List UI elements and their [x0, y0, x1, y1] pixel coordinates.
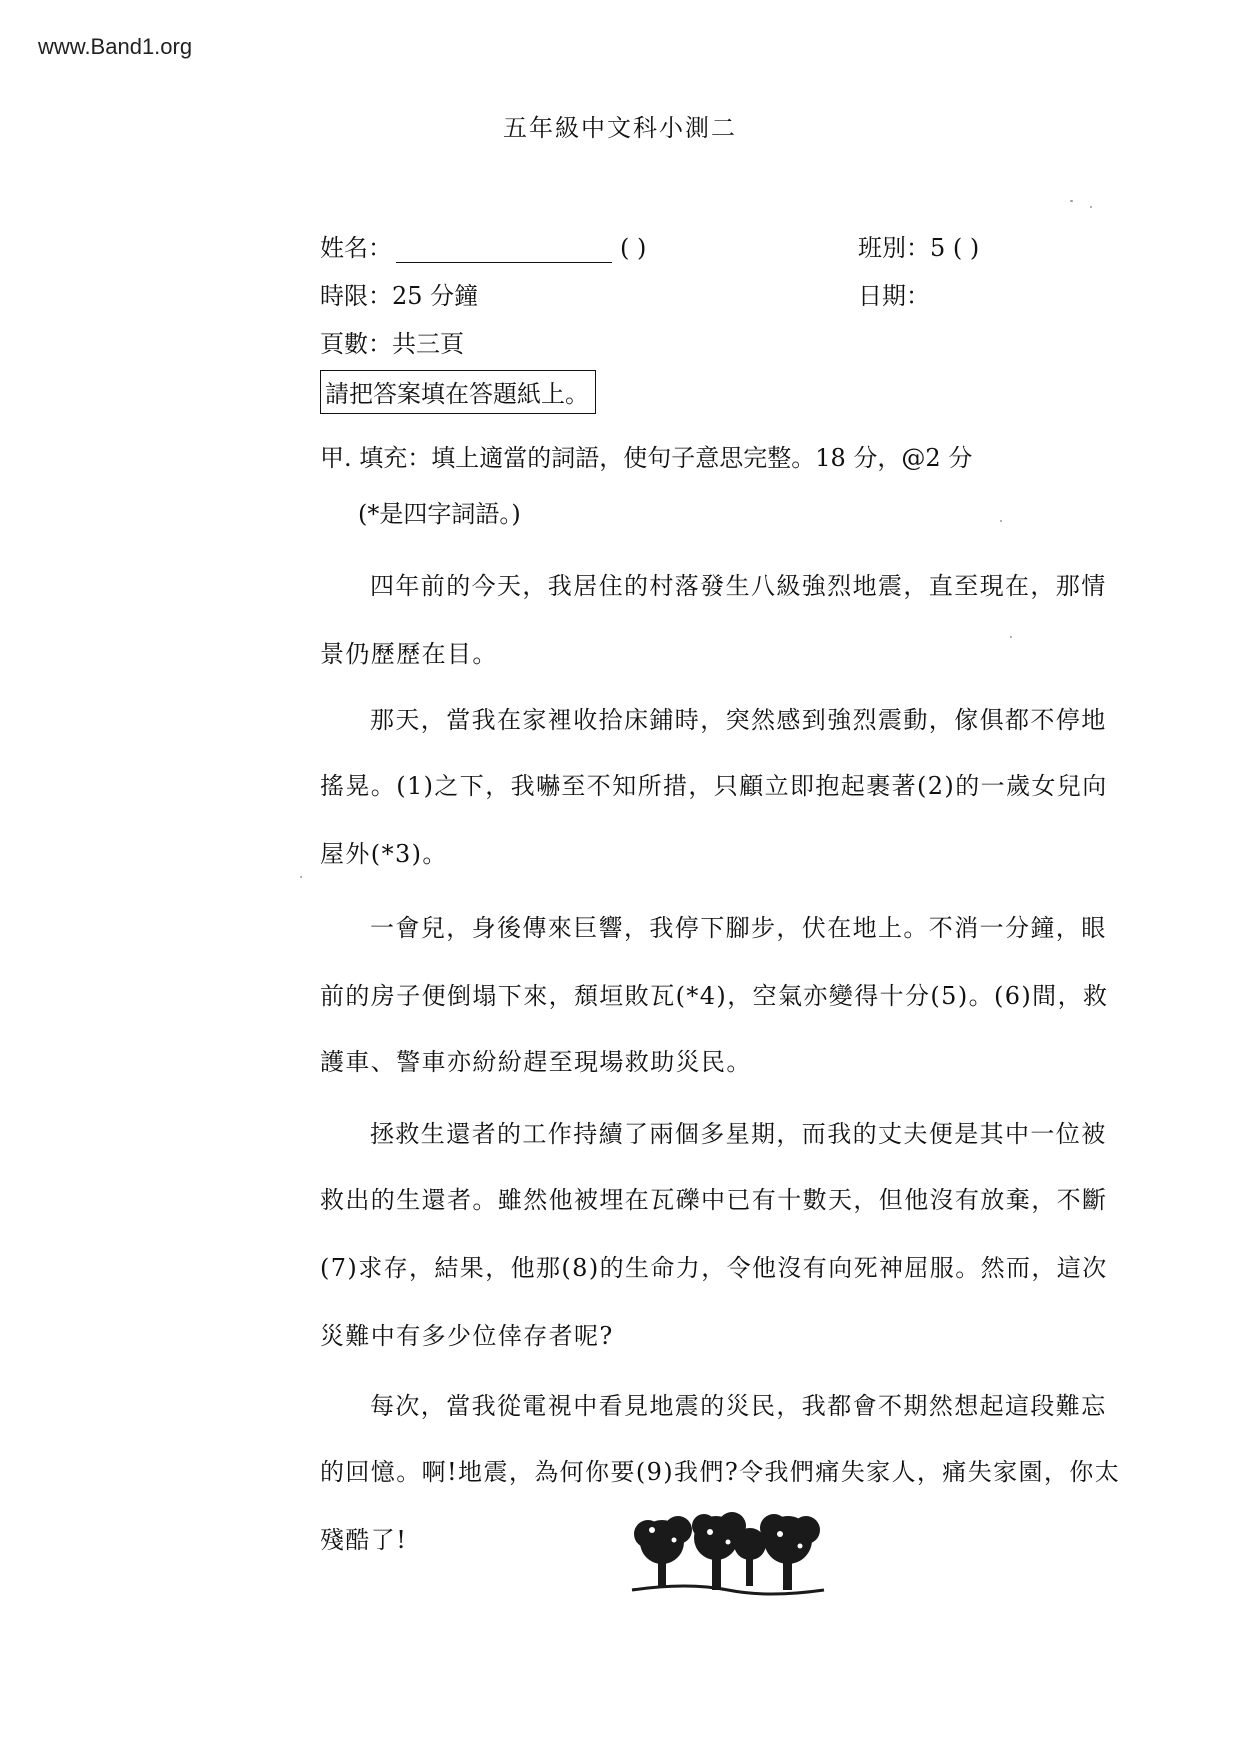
name-blank-line: [396, 240, 612, 263]
passage-line: (7)求存，結果，他那(8)的生命力，令他沒有向死神屈服。然而，這次: [320, 1254, 1108, 1282]
passage-line: 一會兒，身後傳來巨響，我停下腳步，伏在地上。不消一分鐘，眼: [370, 914, 1107, 942]
time-limit: 時限：25 分鐘: [320, 282, 479, 310]
answer-instruction-box: 請把答案填在答題紙上。: [320, 370, 596, 414]
passage-line: 拯救生還者的工作持續了兩個多星期，而我的丈夫便是其中一位被: [370, 1120, 1107, 1148]
passage-line: 景仍歷歷在目。: [320, 640, 498, 668]
page-title: 五年級中文科小測二: [503, 114, 737, 142]
passage-line: 護車、警車亦紛紛趕至現場救助災民。: [320, 1048, 752, 1076]
name-field: [320, 228, 646, 263]
scan-speck: [1090, 206, 1092, 208]
passage-line: 屋外(*3)。: [320, 840, 448, 868]
passage-line: 每次，當我從電視中看見地震的災民，我都會不期然想起這段難忘: [370, 1392, 1107, 1420]
passage-line: 那天，當我在家裡收拾床鋪時，突然感到強烈震動，傢俱都不停地: [370, 706, 1107, 734]
date-field: 日期：: [858, 282, 930, 310]
name-label: 姓名：: [320, 234, 392, 262]
passage-line: 前的房子便倒塌下來，頹垣敗瓦(*4)，空氣亦變得十分(5)。(6)間，救: [320, 982, 1109, 1010]
name-number-paren: ( ): [620, 234, 647, 262]
scan-speck: [300, 876, 302, 878]
scan-speck: [1010, 636, 1012, 638]
class-field: 班別：5 ( ): [858, 234, 980, 262]
passage-line: 搖晃。(1)之下，我嚇至不知所措，只顧立即抱起裹著(2)的一歲女兒向: [320, 772, 1108, 800]
watermark-url: www.Band1.org: [38, 34, 193, 59]
scan-speck: [1000, 520, 1002, 522]
tree-clipart-icon: [628, 1504, 826, 1596]
section-title: 甲. 填充：填上適當的詞語，使句子意思完整。18 分，@2 分: [320, 444, 973, 472]
passage-line: 的回憶。啊!地震，為何你要(9)我們?令我們痛失家人，痛失家園，你太: [320, 1458, 1121, 1486]
section-note: (*是四字詞語。): [358, 500, 521, 528]
page-count: 頁數：共三頁: [320, 330, 464, 358]
passage-line: 災難中有多少位倖存者呢?: [320, 1322, 614, 1350]
passage-line: 殘酷了!: [320, 1526, 408, 1554]
passage-line: 救出的生還者。雖然他被埋在瓦礫中已有十數天，但他沒有放棄，不斷: [320, 1186, 1108, 1214]
scan-speck: [1070, 200, 1073, 202]
passage-line: 四年前的今天，我居住的村落發生八級強烈地震，直至現在，那情: [370, 572, 1107, 600]
